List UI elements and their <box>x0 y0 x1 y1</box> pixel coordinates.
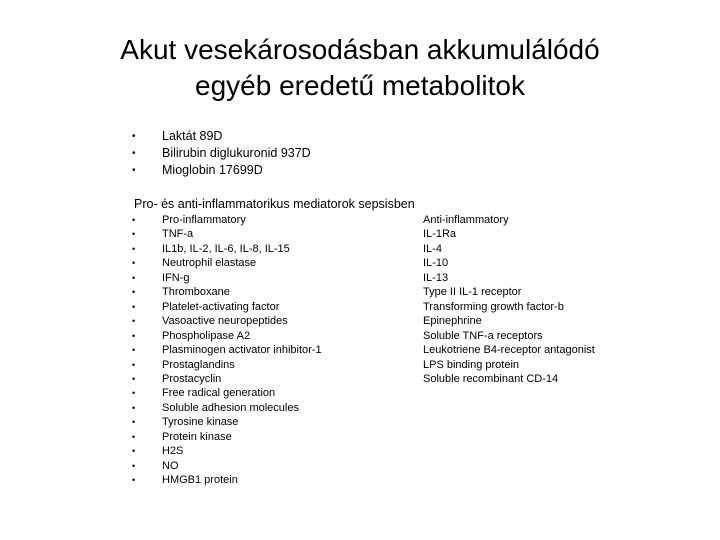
pro-inflammatory-item: • Thromboxane <box>162 285 322 299</box>
metabolite-item: • Mioglobin 17699D <box>162 162 311 179</box>
anti-inflammatory-item: IL-13 <box>423 271 449 284</box>
pro-inflammatory-item: • Phospholipase A2 <box>162 329 322 343</box>
anti-inflammatory-item: Anti-inflammatory <box>423 214 509 226</box>
pro-inflammatory-item: • Tyrosine kinase <box>162 415 322 429</box>
pro-inflammatory-item: • Plasminogen activator inhibitor-1 <box>162 343 322 357</box>
pro-inflammatory-item: • IL1b, IL-2, IL-6, IL-8, IL-15 <box>162 242 322 256</box>
mediators-heading: Pro- és anti-inflammatorikus mediatorok sepsisben <box>134 197 415 211</box>
anti-inflammatory-list <box>423 213 595 386</box>
pro-inflammatory-item: • Platelet-activating factor <box>162 300 322 314</box>
pro-inflammatory-item: • Prostacyclin <box>162 372 322 386</box>
anti-inflammatory-item: Soluble TNF-a receptors <box>423 329 543 342</box>
pro-inflammatory-item: • HMGB1 protein <box>162 473 322 487</box>
anti-inflammatory-item: Soluble recombinant CD-14 <box>423 372 559 385</box>
pro-inflammatory-item: • Pro-inflammatory <box>162 213 322 227</box>
pro-inflammatory-item: • Soluble adhesion molecules <box>162 401 322 415</box>
slide-title-line-2: egyéb eredetű metabolitok <box>195 70 525 101</box>
slide-title <box>40 32 680 104</box>
anti-inflammatory-item: Epinephrine <box>423 315 482 328</box>
pro-inflammatory-item: • Vasoactive neuropeptides <box>162 314 322 328</box>
metabolite-list <box>162 128 311 179</box>
pro-inflammatory-list <box>162 213 322 488</box>
anti-inflammatory-item: IL-4 <box>423 242 442 255</box>
pro-inflammatory-item: • Prostaglandins <box>162 358 322 372</box>
anti-inflammatory-item: Leukotriene B4-receptor antagonist <box>423 344 595 357</box>
anti-inflammatory-item: LPS binding protein <box>423 358 520 371</box>
pro-inflammatory-item: • Protein kinase <box>162 430 322 444</box>
pro-inflammatory-item: • NO <box>162 459 322 473</box>
pro-inflammatory-item: • Free radical generation <box>162 386 322 400</box>
pro-inflammatory-item: • TNF-a <box>162 227 322 241</box>
anti-inflammatory-item: Type II IL-1 receptor <box>423 286 522 299</box>
metabolite-item: • Laktát 89D <box>162 128 311 145</box>
anti-inflammatory-item: IL-1Ra <box>423 228 457 241</box>
pro-inflammatory-item: • Neutrophil elastase <box>162 256 322 270</box>
metabolite-item: • Bilirubin diglukuronid 937D <box>162 145 311 162</box>
slide-title-line-1: Akut vesekárosodásban akkumulálódó <box>120 34 600 65</box>
pro-inflammatory-item: • IFN-g <box>162 271 322 285</box>
anti-inflammatory-item: Transforming growth factor-b <box>423 300 564 313</box>
pro-inflammatory-item: • H2S <box>162 444 322 458</box>
anti-inflammatory-item: IL-10 <box>423 257 449 270</box>
